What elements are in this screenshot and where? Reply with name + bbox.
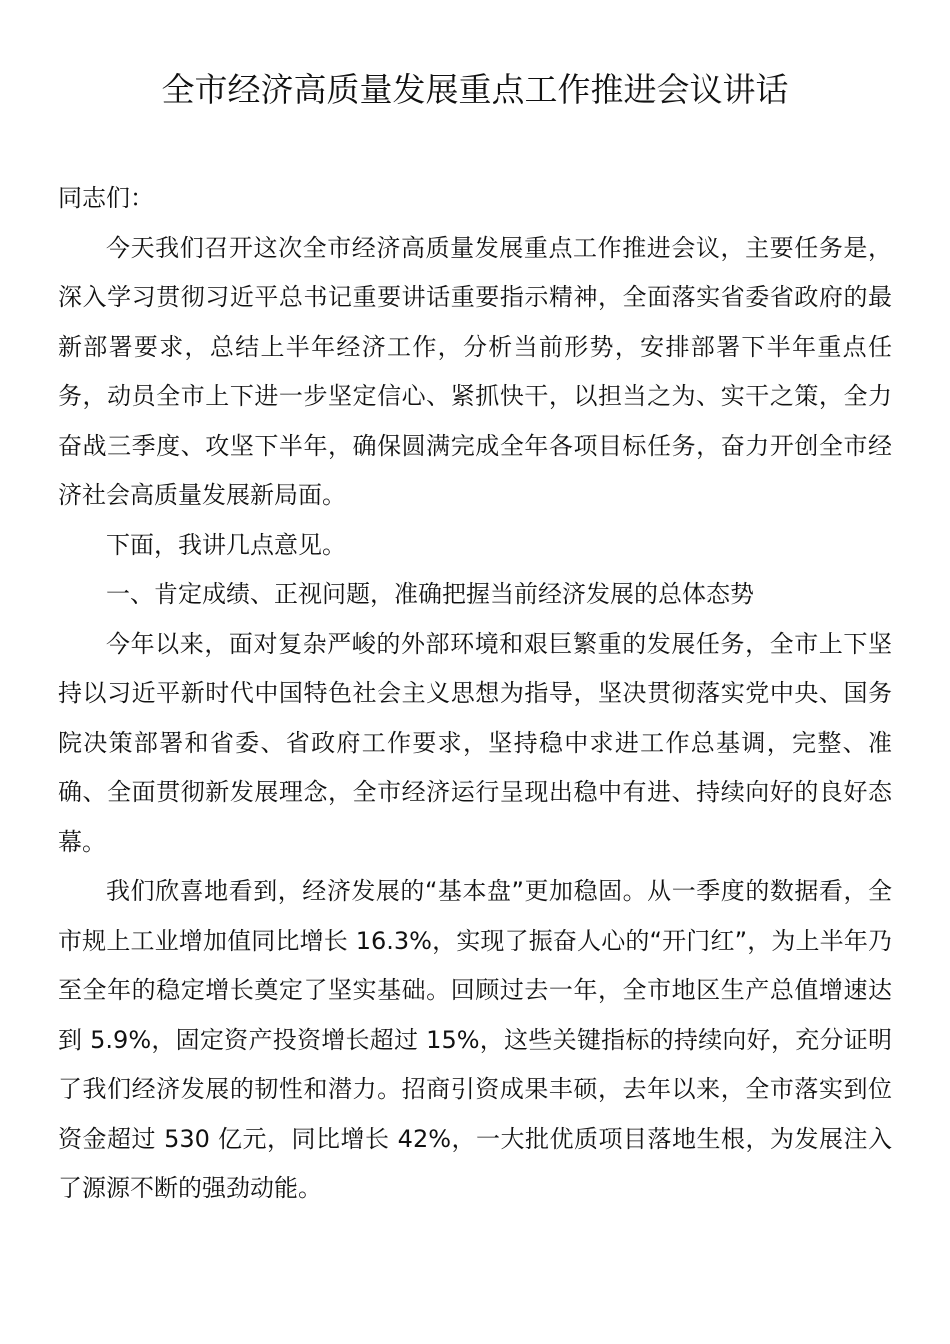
section-heading-1: 一、肯定成绩、正视问题，准确把握当前经济发展的总体态势	[106, 580, 754, 608]
salutation: 同志们：	[58, 184, 154, 212]
document-body	[58, 174, 892, 1214]
paragraph-situation: 今年以来，面对复杂严峻的外部环境和艰巨繁重的发展任务，全市上下坚持以习近平新时代中国特色社会主义思想为指导，坚决贯彻落实党中央、国务院决策部署和省委、省政府工作要求，坚持稳中求进工作总基调，完整、准确、全面贯彻新发展理念，全市经济运行呈现出稳中有进、持续向好的良好态幕。	[58, 629, 892, 856]
paragraph-opening: 今天我们召开这次全市经济高质量发展重点工作推进会议，主要任务是，深入学习贯彻习近平总书记重要讲话重要指示精神，全面落实省委省政府的最新部署要求，总结上半年经济工作，分析当前形势，安排部署下半年重点任务，动员全市上下进一步坚定信心、紧抓快干，以担当之为、实干之策，全力奋战三季度、攻坚下半年，确保圆满完成全年各项目标任务，奋力开创全市经济社会高质量发展新局面。	[58, 233, 892, 509]
paragraph-achievements: 我们欣喜地看到，经济发展的“基本盘”更加稳固。从一季度的数据看，全市规上工业增加值同比增长 16.3%，实现了振奋人心的“开门红”，为上半年乃至全年的稳定增长奠定了坚实基础。回顾过去一年，全市地区生产总值增速达到 5.9%，固定资产投资增长超过 15%，这些关键指标的持续向好，充分证明了我们经济发展的韧性和潜力。招商引资成果丰硕，去年以来，全市落实到位资金超过 530 亿元，同比增长 42%，一大批优质项目落地生根，为发展注入了源源不断的强劲动能。	[58, 877, 892, 1202]
paragraph-transition: 下面，我讲几点意见。	[106, 530, 346, 559]
document-title: 全市经济高质量发展重点工作推进会议讲话	[161, 70, 789, 109]
